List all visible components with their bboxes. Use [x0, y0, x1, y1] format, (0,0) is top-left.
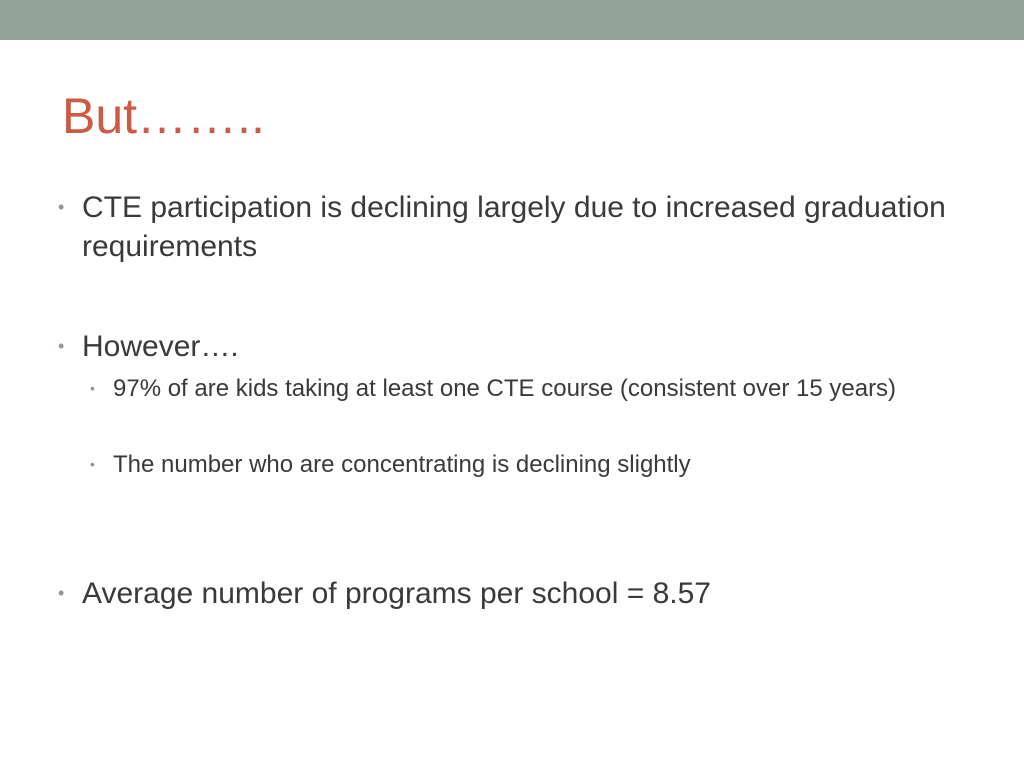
sub-bullet-item	[90, 371, 970, 406]
sub-bullet-item	[90, 447, 970, 482]
sub-bullet-text: The number who are concentrating is declining slightly	[113, 451, 691, 478]
bullet-item	[58, 327, 968, 366]
header-accent-bar	[0, 0, 1024, 40]
bullet-item	[58, 574, 968, 613]
slide-title: But……..	[62, 88, 265, 144]
bullet-text: Average number of programs per school = 8.57	[82, 577, 711, 610]
bullet-item	[58, 188, 968, 266]
bullet-text: However….	[82, 330, 239, 363]
sub-bullet-icon: •	[90, 456, 95, 472]
bullet-text: CTE participation is declining largely due to increased graduation requirements	[82, 191, 946, 263]
bullet-icon: •	[58, 197, 65, 217]
sub-bullet-text: 97% of are kids taking at least one CTE course (consistent over 15 years)	[113, 375, 897, 402]
bullet-icon: •	[58, 583, 65, 603]
sub-bullet-icon: •	[90, 380, 95, 396]
bullet-icon: •	[58, 336, 65, 356]
